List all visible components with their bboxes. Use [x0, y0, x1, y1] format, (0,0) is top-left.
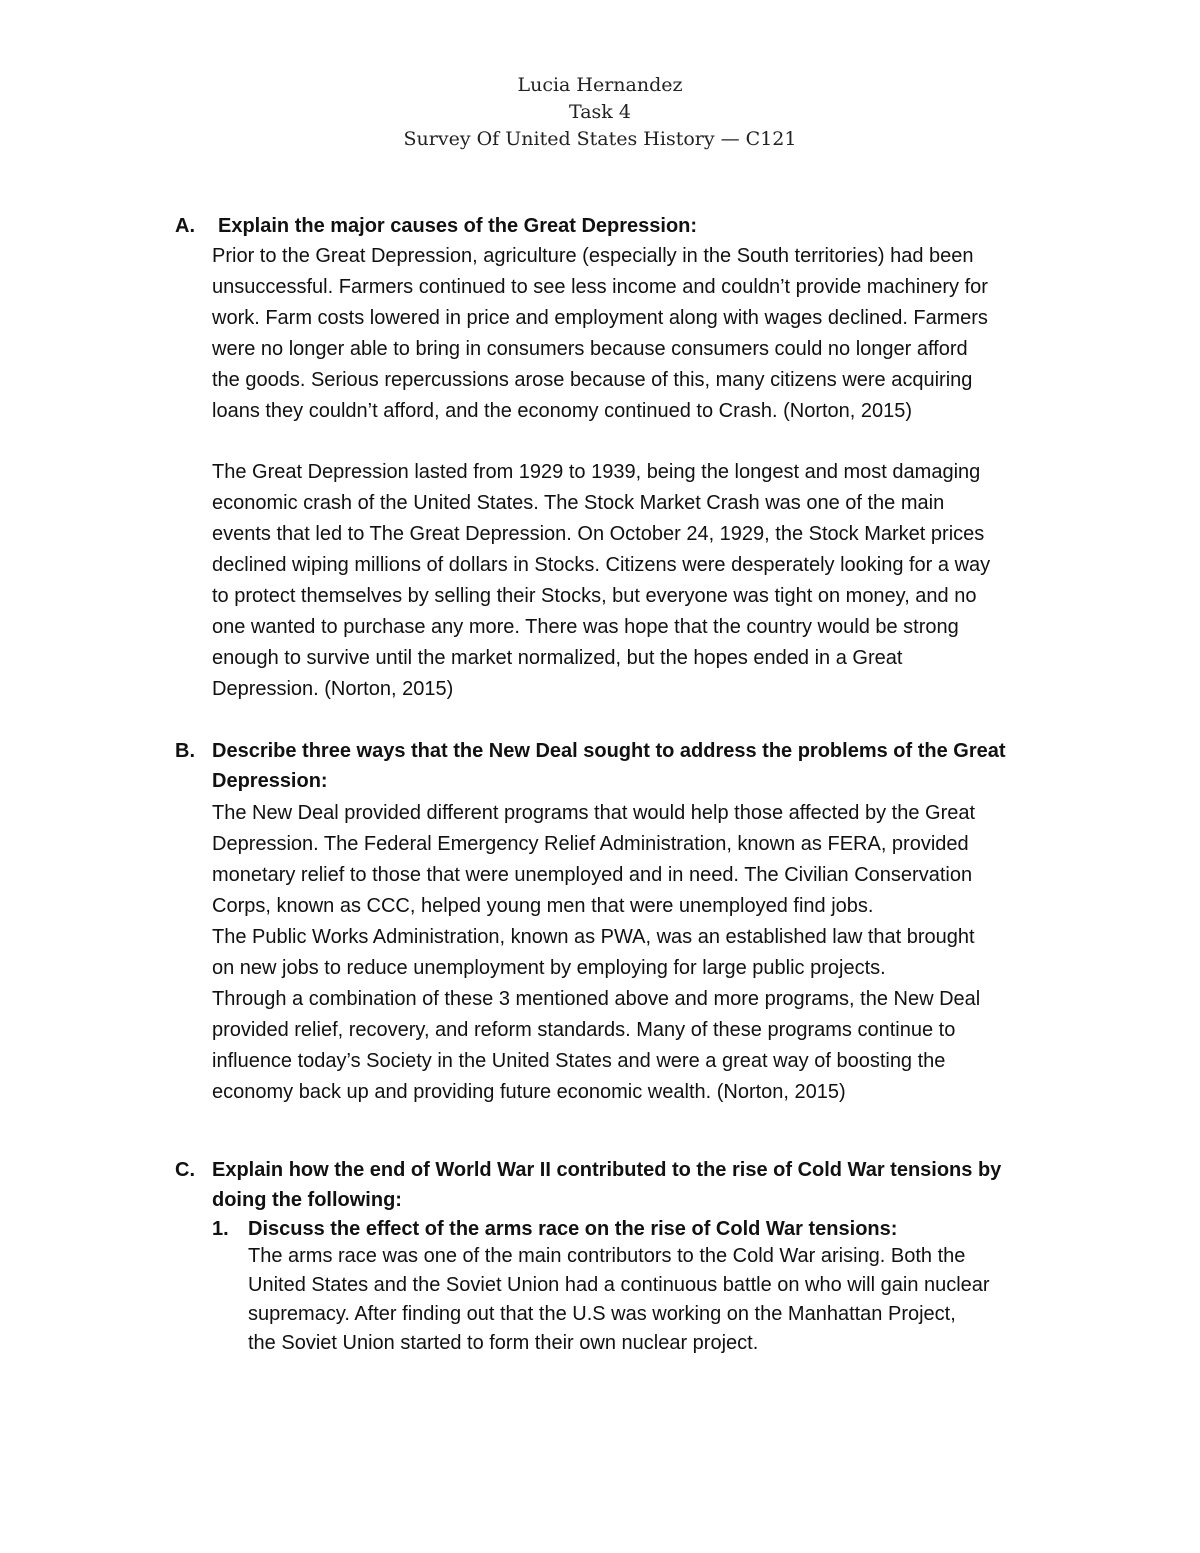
section-c-marker: C. — [175, 1159, 195, 1181]
text-line: Through a combination of these 3 mentioned above and more programs, the New Deal — [212, 988, 981, 1010]
text-line: unsuccessful. Farmers continued to see less income and couldn’t provide machinery for — [212, 276, 988, 298]
section-a-marker: A. — [175, 215, 195, 237]
text-line: monetary relief to those that were unemployed and in need. The Civilian Conservation — [212, 864, 973, 886]
author-name: Lucia Hernandez — [517, 74, 683, 96]
text-line: events that led to The Great Depression. On October 24, 1929, the Stock Market prices — [212, 523, 985, 545]
section-b-heading-line: Describe three ways that the New Deal sought to address the problems of the Great — [212, 740, 1006, 762]
text-line: influence today’s Society in the United States and were a great way of boosting the — [212, 1050, 946, 1072]
section-b-marker: B. — [175, 740, 195, 762]
section-a-paragraph-2 — [212, 457, 990, 705]
section-c-heading-line: Explain how the end of World War II contributed to the rise of Cold War tensions by — [212, 1159, 1002, 1181]
text-line: The New Deal provided different programs that would help those affected by the Great — [212, 802, 976, 824]
text-line: the Soviet Union started to form their own nuclear project. — [248, 1332, 759, 1354]
text-line: The Great Depression lasted from 1929 to 1939, being the longest and most damaging — [212, 461, 981, 483]
text-line: The arms race was one of the main contributors to the Cold War arising. Both the — [248, 1245, 966, 1267]
text-line: economic crash of the United States. The Stock Market Crash was one of the main — [212, 492, 945, 514]
subsection-1-heading: Discuss the effect of the arms race on the rise of Cold War tensions: — [248, 1218, 898, 1240]
section-a-paragraph-1 — [212, 241, 988, 427]
text-line: Depression. The Federal Emergency Relief Administration, known as FERA, provided — [212, 833, 969, 855]
section-c-heading — [212, 1155, 1001, 1215]
section-b-heading — [212, 736, 1006, 796]
text-line: enough to survive until the market normalized, but the hopes ended in a Great — [212, 647, 903, 669]
text-line: The Public Works Administration, known as PWA, was an established law that brought — [212, 926, 975, 948]
text-line: economy back up and providing future economic wealth. (Norton, 2015) — [212, 1081, 846, 1103]
section-b-paragraph — [212, 798, 980, 1108]
text-line: the goods. Serious repercussions arose because of this, many citizens were acquiring — [212, 369, 973, 391]
section-b-heading-line: Depression: — [212, 770, 328, 792]
course-title: Survey Of United States History — C121 — [403, 128, 797, 150]
text-line: supremacy. After finding out that the U.S was working on the Manhattan Project, — [248, 1303, 956, 1325]
section-c-heading-line: doing the following: — [212, 1189, 402, 1211]
text-line: loans they couldn’t afford, and the economy continued to Crash. (Norton, 2015) — [212, 400, 913, 422]
section-a-heading: Explain the major causes of the Great Depression: — [218, 215, 698, 237]
text-line: declined wiping millions of dollars in Stocks. Citizens were desperately looking for a way — [212, 554, 991, 576]
task-label: Task 4 — [569, 101, 631, 123]
subsection-1-paragraph — [248, 1242, 990, 1358]
text-line: Corps, known as CCC, helped young men that were unemployed find jobs. — [212, 895, 874, 917]
text-line: work. Farm costs lowered in price and employment along with wages declined. Farmers — [212, 307, 988, 329]
text-line: were no longer able to bring in consumers because consumers could no longer afford — [212, 338, 968, 360]
text-line: Prior to the Great Depression, agriculture (especially in the South territories) had been — [212, 245, 974, 267]
text-line: provided relief, recovery, and reform standards. Many of these programs continue to — [212, 1019, 956, 1041]
text-line: on new jobs to reduce unemployment by employing for large public projects. — [212, 957, 886, 979]
text-line: to protect themselves by selling their Stocks, but everyone was tight on money, and no — [212, 585, 977, 607]
document-header — [0, 72, 1200, 153]
text-line: Depression. (Norton, 2015) — [212, 678, 454, 700]
text-line: one wanted to purchase any more. There was hope that the country would be strong — [212, 616, 959, 638]
subsection-1-marker: 1. — [212, 1218, 229, 1240]
text-line: United States and the Soviet Union had a continuous battle on who will gain nuclear — [248, 1274, 990, 1296]
